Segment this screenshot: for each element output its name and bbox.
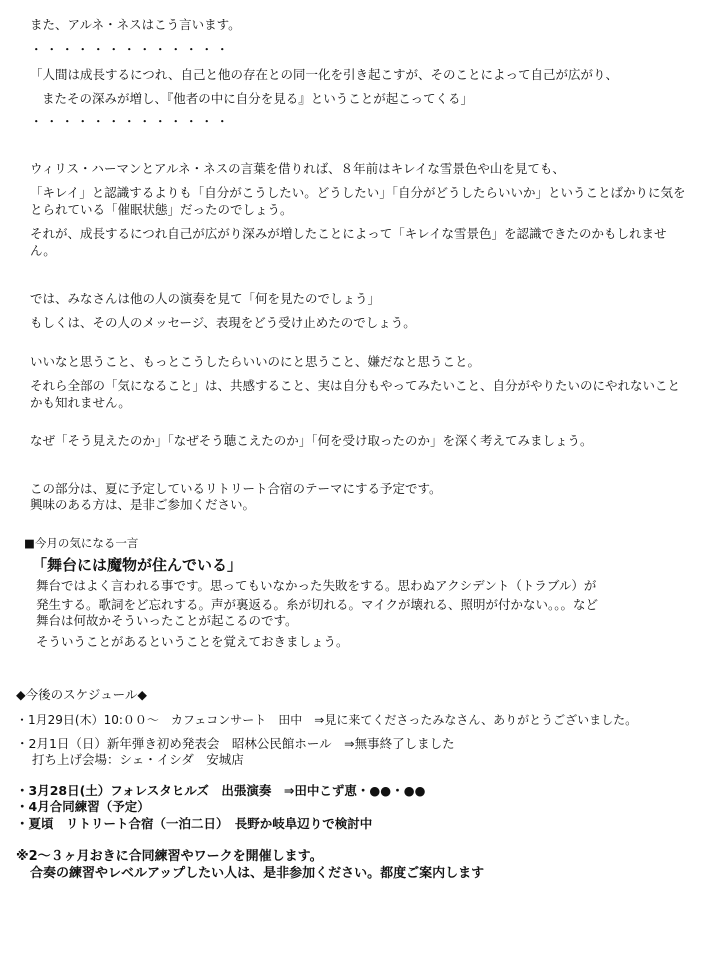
monthly-line: そういうことがあるということを覚えておきましょう。 — [36, 634, 349, 649]
paragraph: それが、成長するにつれ自己が広がり深みが増したことによって「キレイな雪景色」を認識できたのかもしれません。 — [30, 226, 667, 258]
dot-separator: ・・・・・・・・・・・・・ — [30, 42, 232, 57]
paragraph: もしくは、その人のメッセージ、表現をどう受け止めたのでしょう。 — [30, 315, 416, 330]
quote-line: またその深みが増し、『他者の中に自分を見る』ということが起こってくる」 — [42, 91, 474, 106]
monthly-heading: ■今月の気になる一言 — [24, 536, 139, 550]
schedule-item: ・1月29日(木）10:００～ カフェコンサート 田中 ⇒見に来てくださったみなさん、ありがとうございました。 — [16, 713, 638, 727]
schedule-item: ・4月合同練習（予定） — [16, 799, 150, 814]
monthly-line: 舞台は何故かそういったことが起こるのです。 — [36, 613, 298, 628]
monthly-line: 発生する。歌詞をど忘れする。声が裏返る。糸が切れる。マイクが壊れる、照明が付かない。。。など — [36, 597, 599, 612]
quote-line: 「人間は成長するにつれ、自己と他の存在との同一化を引き起こすが、そのことによって自己が広がり、 — [30, 67, 619, 82]
monthly-quote: 「舞台には魔物が住んでいる」 — [32, 556, 243, 574]
paragraph: では、みなさんは他の人の演奏を見て「何を見たのでしょう」 — [30, 291, 381, 306]
monthly-line: 舞台ではよく言われる事です。思ってもいなかった失敗をする。思わぬアクシデント（トラブル）が — [36, 578, 597, 593]
schedule-heading: ◆今後のスケジュール◆ — [16, 687, 147, 702]
paragraph: 興味のある方は、是非ご参加ください。 — [30, 497, 256, 512]
paragraph: それら全部の「気になること」は、共感すること、実は自分もやってみたいこと、自分がやりたいのにやれないことかも知れません。 — [30, 378, 681, 410]
notice-line: ※2～３ヶ月おきに合同練習やワークを開催します。 — [16, 849, 323, 864]
schedule-item-detail: 打ち上げ会場：シェ・イシダ 安城店 — [32, 752, 244, 767]
dot-separator: ・・・・・・・・・・・・・ — [30, 114, 232, 129]
notice-line: 合奏の練習やレベルアップしたい人は、是非参加ください。都度ご案内します — [30, 866, 485, 881]
paragraph: この部分は、夏に予定しているリトリート合宿のテーマにする予定です。 — [30, 481, 442, 496]
schedule-item: ・2月1日（日）新年弾き初め発表会 昭林公民館ホール ⇒無事終了しました — [16, 736, 455, 751]
paragraph: 「キレイ」と認識するよりも「自分がこうしたい。どうしたい」「自分がどうしたらいいか」ということばかりに気をとられている「催眠状態」だったのでしょう。 — [30, 185, 686, 217]
schedule-item: ・夏頃 リトリート合宿（一泊二日） 長野か岐阜辺りで検討中 — [16, 816, 373, 831]
intro-line: また、アルネ・ネスはこう言います。 — [30, 17, 241, 32]
paragraph: ウィリス・ハーマンとアルネ・ネスの言葉を借りれば、８年前はキレイな雪景色や山を見ても、 — [30, 161, 565, 176]
paragraph: いいなと思うこと、もっとこうしたらいいのにと思うこと、嫌だなと思うこと。 — [30, 354, 481, 369]
paragraph: なぜ「そう見えたのか」「なぜそう聴こえたのか」「何を受け取ったのか」を深く考えてみましょう。 — [30, 433, 593, 448]
schedule-item: ・3月28日(土）フォレスタヒルズ 出張演奏 ⇒田中こず恵・●●・●● — [16, 783, 426, 798]
